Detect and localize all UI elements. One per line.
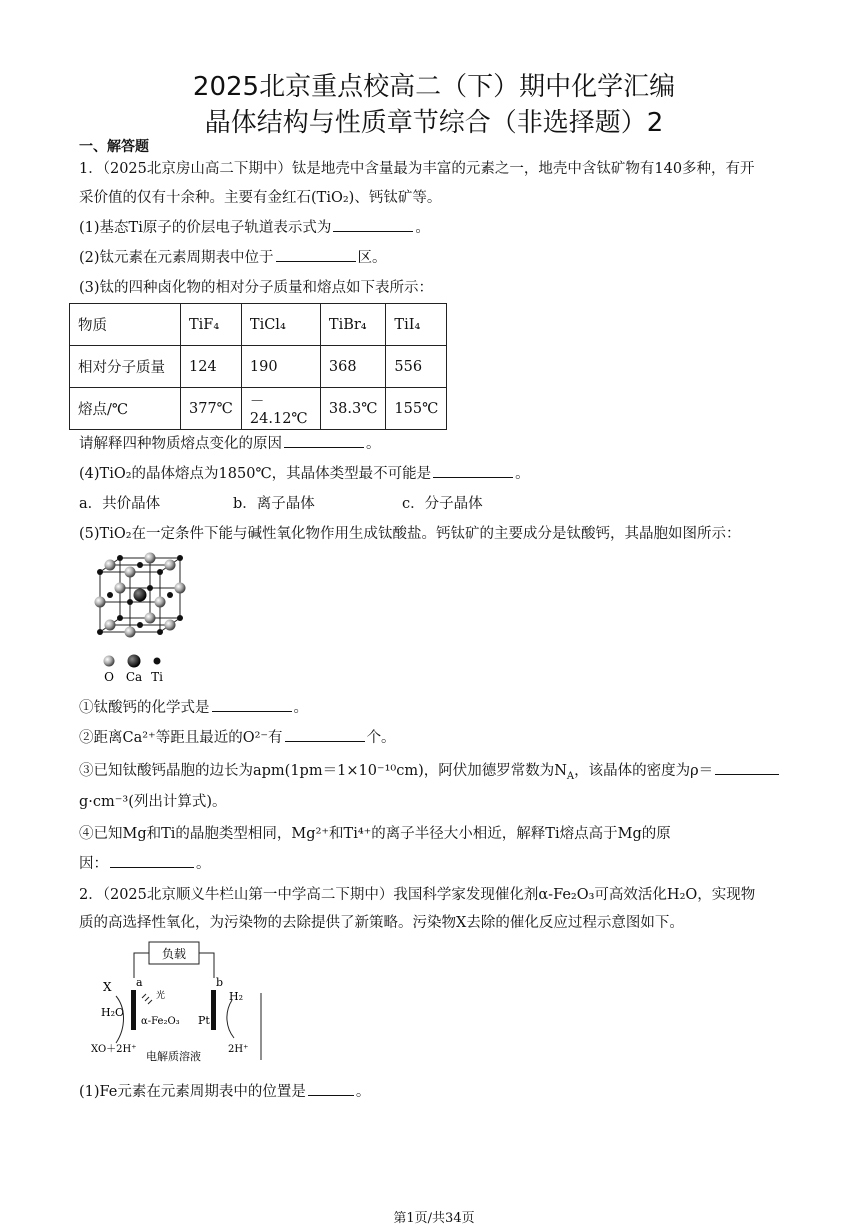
table-cell: TiI₄ xyxy=(386,304,447,346)
table-cell: －24.12℃ xyxy=(241,388,320,430)
page-subtitle: 晶体结构与性质章节综合（非选择题）2 xyxy=(204,108,664,138)
option-c: c．分子晶体 xyxy=(402,496,483,512)
label-2h: 2H⁺ xyxy=(228,1044,249,1055)
arrow-x xyxy=(116,996,124,1043)
wire-right xyxy=(199,953,214,978)
page-number: 第1页/共34页 xyxy=(393,1211,475,1226)
q1-part5: (5)TiO₂在一定条件下能与碱性氧化物作用生成钛酸盐。钙钛矿的主要成分是钛酸钙，其晶胞如图所示： xyxy=(79,526,741,542)
legend-o-label: O xyxy=(104,670,114,684)
table-cell: 38.3℃ xyxy=(320,388,386,430)
label-light: 光 xyxy=(156,991,166,1001)
label-catalyst: α-Fe₂O₃ xyxy=(141,1016,180,1027)
q1-sub4: ④已知Mg和Ti的晶胞类型相同，Mg²⁺和Ti⁴⁺的离子半径大小相近，解释Ti熔点高于Mg的原 xyxy=(79,826,671,842)
unit-cell-figure xyxy=(82,548,192,688)
table-row xyxy=(70,388,447,430)
q2-part1: (1)Fe元素在元素周期表中的位置是 。 xyxy=(79,1080,370,1101)
answer-blank[interactable] xyxy=(110,853,194,868)
q1-intro-line1: 1．（2025北京房山高二下期中）钛是地壳中含量最为丰富的元素之一，地壳中含钛矿物有140多种，有开 xyxy=(79,161,755,177)
option-b: b．离子晶体 xyxy=(233,496,315,512)
q1-part3-explain: 请解释四种物质熔点变化的原因 。 xyxy=(79,432,381,453)
q1-part2: (2)钛元素在元素周期表中位于 区。 xyxy=(79,246,387,267)
answer-blank[interactable] xyxy=(715,760,779,775)
q1-sub3-unit: g·cm⁻³(列出计算式)。 xyxy=(79,794,227,810)
halide-table xyxy=(69,303,447,430)
page-title: 2025北京重点校高二（下）期中化学汇编 xyxy=(192,72,676,102)
answer-blank[interactable] xyxy=(433,463,513,478)
label-x: X xyxy=(103,980,112,994)
table-cell: 190 xyxy=(241,346,320,388)
table-cell: 相对分子质量 xyxy=(70,346,181,388)
table-cell: 155℃ xyxy=(386,388,447,430)
table-cell: 物质 xyxy=(70,304,181,346)
label-pt: Pt xyxy=(198,1014,210,1027)
ca-atom xyxy=(134,589,147,602)
label-a: a xyxy=(136,976,143,989)
legend-ca-symbol xyxy=(128,655,141,668)
q1-sub2: ②距离Ca²⁺等距且最近的O²⁻有 个。 xyxy=(79,726,396,747)
section-heading: 一、解答题 xyxy=(79,139,149,155)
answer-blank[interactable] xyxy=(285,727,365,742)
wire-left xyxy=(134,953,149,978)
answer-blank[interactable] xyxy=(284,433,364,448)
table-cell: 368 xyxy=(320,346,386,388)
legend-ti-symbol xyxy=(154,658,161,665)
q2-intro-line1: 2．（2025北京顺义牛栏山第一中学高二下期中）我国科学家发现催化剂α-Fe₂O₃可高效活化H₂O，实现物 xyxy=(79,887,756,903)
legend-ti-label: Ti xyxy=(151,670,163,684)
table-row xyxy=(70,346,447,388)
answer-blank[interactable] xyxy=(212,697,292,712)
q1-sub3: ③已知钛酸钙晶胞的边长为apm(1pm＝1×10⁻¹⁰cm)，阿伏加德罗常数为$N_A$，该晶体的密度为ρ＝ xyxy=(79,759,781,782)
table-cell: 熔点/℃ xyxy=(70,388,181,430)
table-row xyxy=(70,304,447,346)
electrode-b xyxy=(211,990,216,1030)
load-label: 负载 xyxy=(161,947,187,961)
arrow-h xyxy=(227,1000,234,1038)
label-electrolyte: 电解质溶液 xyxy=(146,1050,201,1063)
table-cell: 124 xyxy=(181,346,242,388)
q1-sub1: ①钛酸钙的化学式是 。 xyxy=(79,696,308,717)
electrode-a xyxy=(131,990,136,1030)
table-cell: TiCl₄ xyxy=(241,304,320,346)
answer-blank[interactable] xyxy=(308,1081,354,1096)
table-cell: TiBr₄ xyxy=(320,304,386,346)
answer-blank[interactable] xyxy=(333,217,413,232)
label-h2: H₂ xyxy=(229,990,244,1003)
option-a: a．共价晶体 xyxy=(79,496,161,512)
label-h2o: H₂O xyxy=(101,1006,125,1019)
table-cell: 377℃ xyxy=(181,388,242,430)
q1-sub4-cont: 因： 。 xyxy=(79,852,211,873)
q1-part1: (1)基态Ti原子的价层电子轨道表示式为 。 xyxy=(79,216,430,237)
q2-intro-line2: 质的高选择性氧化，为污染物的去除提供了新策略。污染物X去除的催化反应过程示意图如下。 xyxy=(79,915,684,931)
light-rays xyxy=(142,994,152,1004)
table-cell: 556 xyxy=(386,346,447,388)
label-xo: XO＋2H⁺ xyxy=(91,1044,137,1055)
legend-ca-label: Ca xyxy=(125,670,143,684)
q1-part4: (4)TiO₂的晶体熔点为1850℃，其晶体类型最不可能是 。 xyxy=(79,462,530,483)
label-b: b xyxy=(216,976,224,989)
table-cell: TiF₄ xyxy=(181,304,242,346)
legend-o-symbol xyxy=(104,656,115,667)
q1-part3: (3)钛的四种卤化物的相对分子质量和熔点如下表所示： xyxy=(79,280,434,296)
q1-intro-line2: 采价值的仅有十余种。主要有金红石(TiO₂)、钙钛矿等。 xyxy=(79,190,442,206)
reaction-diagram xyxy=(86,938,276,1064)
answer-blank[interactable] xyxy=(276,247,356,262)
